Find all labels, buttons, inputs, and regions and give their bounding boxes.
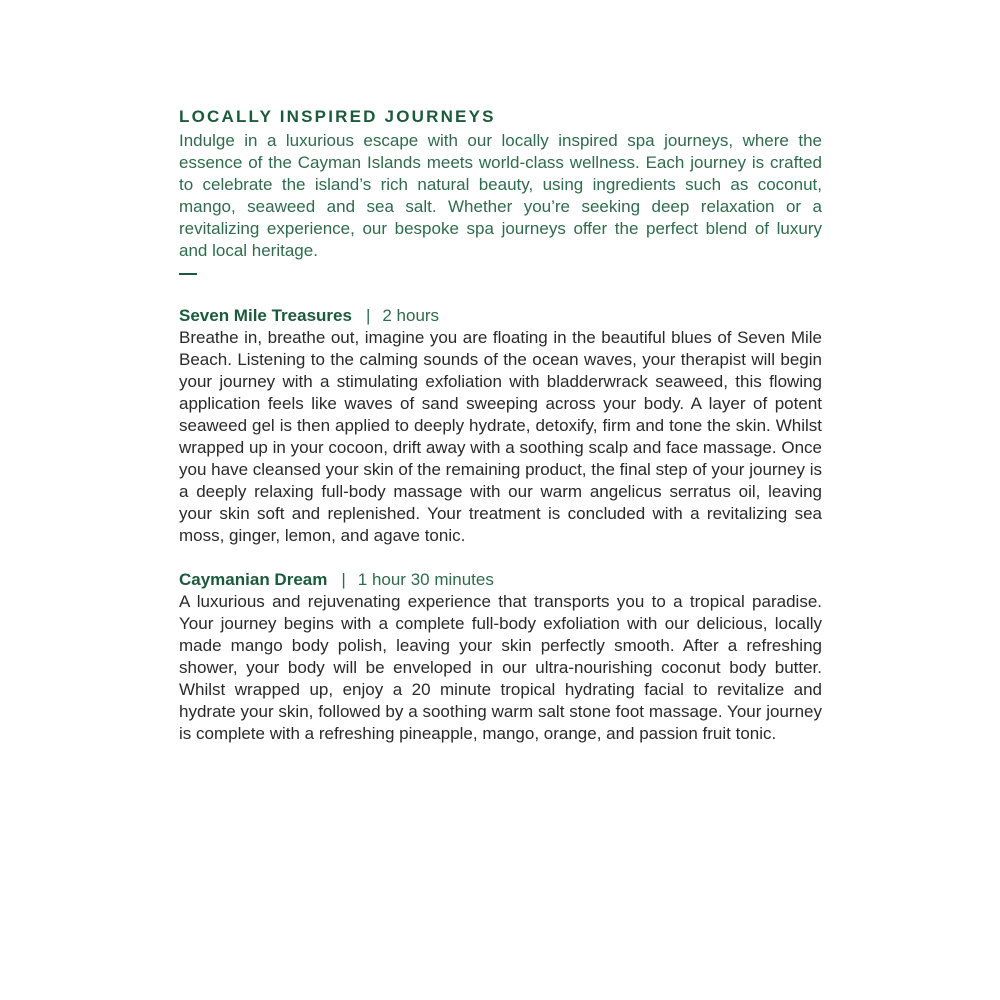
treatment-duration: 1 hour 30 minutes [357, 570, 494, 589]
section-divider [179, 273, 197, 275]
section-title: LOCALLY INSPIRED JOURNEYS [179, 107, 496, 126]
treatment-seven-mile-treasures [179, 305, 822, 547]
spa-journeys-page [179, 104, 822, 745]
treatment-header [179, 569, 822, 591]
treatment-header [179, 305, 822, 327]
treatment-name: Caymanian Dream [179, 570, 328, 589]
section-intro: Indulge in a luxurious escape with our locally inspired spa journeys, where the essence of the Cayman Islands meets world-class wellness. Each journey is crafted to celebrate the island’s rich natural beauty, using ingredients such as coconut, mango, seaweed and sea salt. Whether you’re seeking deep relaxation or a revitalizing experience, our bespoke spa journeys offer the perfect blend of luxury and local heritage. [179, 131, 822, 260]
treatment-separator: | [341, 570, 346, 589]
treatment-description: Breathe in, breathe out, imagine you are floating in the beautiful blues of Seven Mile Beach. Listening to the calming sounds of the ocean waves, your therapist will begin your journey with a stimulating exfoliation with bladderwrack seaweed, this flowing application feels like waves of sand sweeping across your body. A layer of potent seaweed gel is then applied to deeply hydrate, detoxify, firm and tone the skin. Whilst wrapped up in your cocoon, drift away with a soothing scalp and face massage. Once you have cleansed your skin of the remaining product, the final step of your journey is a deeply relaxing full-body massage with our warm angelicus serratus oil, leaving your skin soft and replenished. Your treatment is concluded with a revitalizing sea moss, ginger, lemon, and agave tonic. [179, 328, 822, 545]
treatment-duration: 2 hours [382, 306, 440, 325]
treatment-description: A luxurious and rejuvenating experience that transports you to a tropical paradise. Your journey begins with a complete full-body exfoliation with our delicious, locally made mango body polish, leaving your skin perfectly smooth. After a refreshing shower, your body will be enveloped in our ultra-nourishing coconut body butter. Whilst wrapped up, enjoy a 20 minute tropical hydrating facial to revitalize and hydrate your skin, followed by a soothing warm salt stone foot massage. Your journey is complete with a refreshing pineapple, mango, orange, and passion fruit tonic. [179, 592, 822, 743]
treatment-name: Seven Mile Treasures [179, 306, 352, 325]
treatment-separator: | [365, 306, 371, 325]
treatment-caymanian-dream [179, 569, 822, 745]
